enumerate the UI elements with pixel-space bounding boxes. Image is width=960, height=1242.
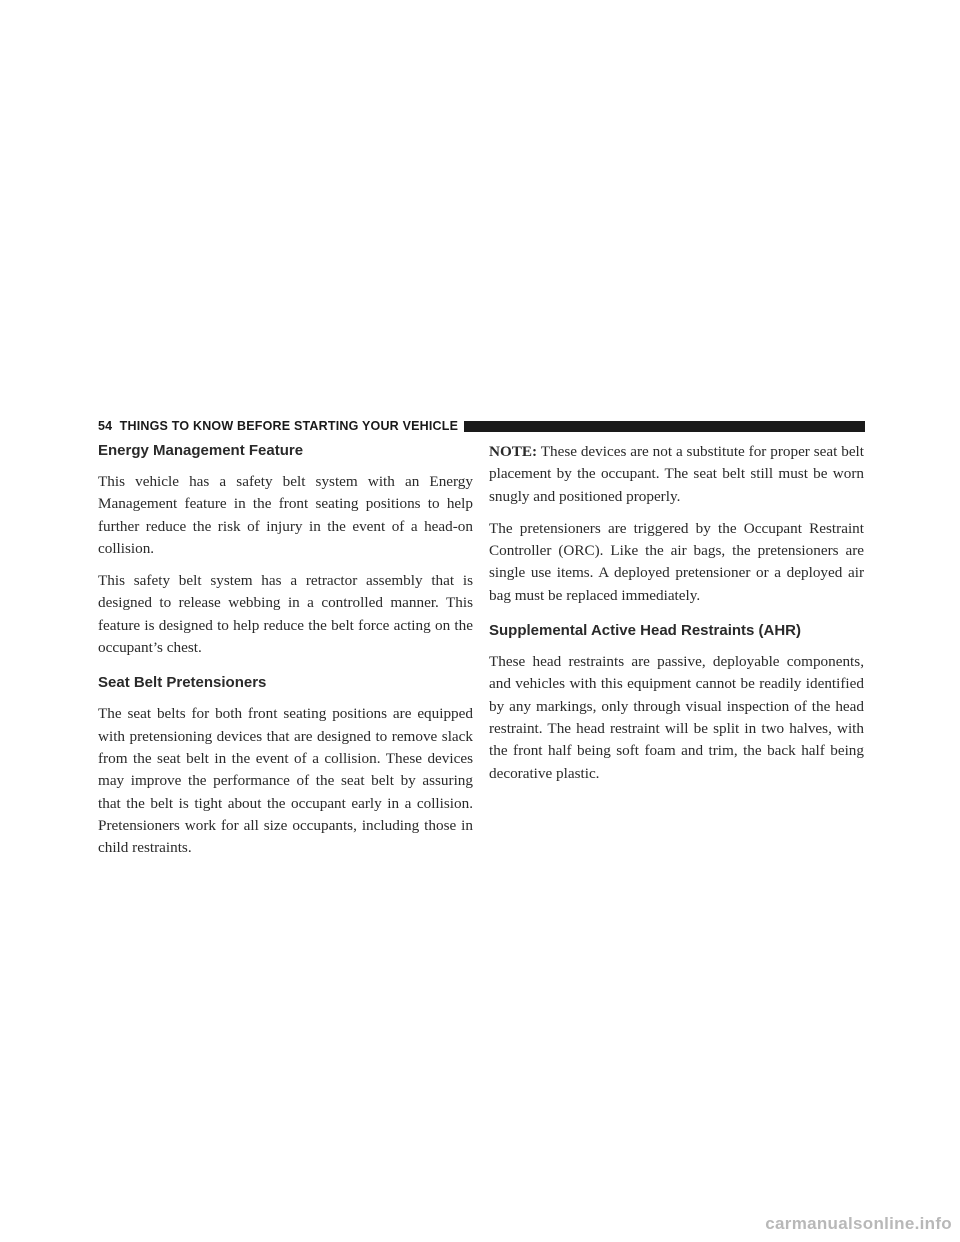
- pretensioners-paragraph: The seat belts for both front seating positions are equipped with pretensioning devices that are designed to remove slack from the seat belt in the event of a collision. These devices may improve the performance of the seat belt by assuring that the belt is tight about the occupant early in a collision. Pretensioners work for all size occupants, including those in child restraints.: [98, 705, 473, 857]
- watermark-text: carmanualsonline.info: [765, 1214, 952, 1233]
- ahr-heading: Supplemental Active Head Restraints (AHR): [489, 622, 802, 640]
- page-number: 54: [98, 419, 113, 433]
- left-column: [98, 441, 473, 869]
- energy-management-paragraph-2: This safety belt system has a retractor assembly that is designed to release webbing in a controlled manner. This feature is designed to help reduce the belt force acting on the occupant’s chest.: [98, 572, 473, 657]
- right-column: [489, 441, 864, 795]
- note-paragraph: [489, 441, 864, 508]
- energy-management-paragraph-1: This vehicle has a safety belt system with an Energy Management feature in the front seating positions to help further reduce the risk of injury in the event of a head-on collision.: [98, 473, 473, 557]
- energy-management-heading: Energy Management Feature: [98, 442, 304, 459]
- section-title: THINGS TO KNOW BEFORE STARTING YOUR VEHICLE: [119, 419, 459, 433]
- header-rule-bar: [464, 421, 865, 432]
- page-header-text: [98, 419, 458, 433]
- seat-belt-pretensioners-heading: Seat Belt Pretensioners: [98, 674, 267, 692]
- ahr-paragraph: These head restraints are passive, deployable components, and vehicles with this equipment cannot be readily identified by any markings, only through visual inspection of the head restraint. The head restraint will be split in two halves, with the front half being soft foam and trim, the back half being decorative plastic.: [489, 653, 864, 782]
- note-label: NOTE:: [489, 443, 538, 460]
- note-text: These devices are not a substitute for proper seat belt placement by the occupant. The seat belt still must be worn snugly and positioned properly.: [489, 443, 864, 505]
- page-header: [98, 417, 865, 435]
- orc-paragraph: The pretensioners are triggered by the Occupant Restraint Controller (ORC). Like the air bags, the pretensioners are single use items. A deployed pretensioner or a deployed air bag must be replaced immediately.: [489, 519, 864, 604]
